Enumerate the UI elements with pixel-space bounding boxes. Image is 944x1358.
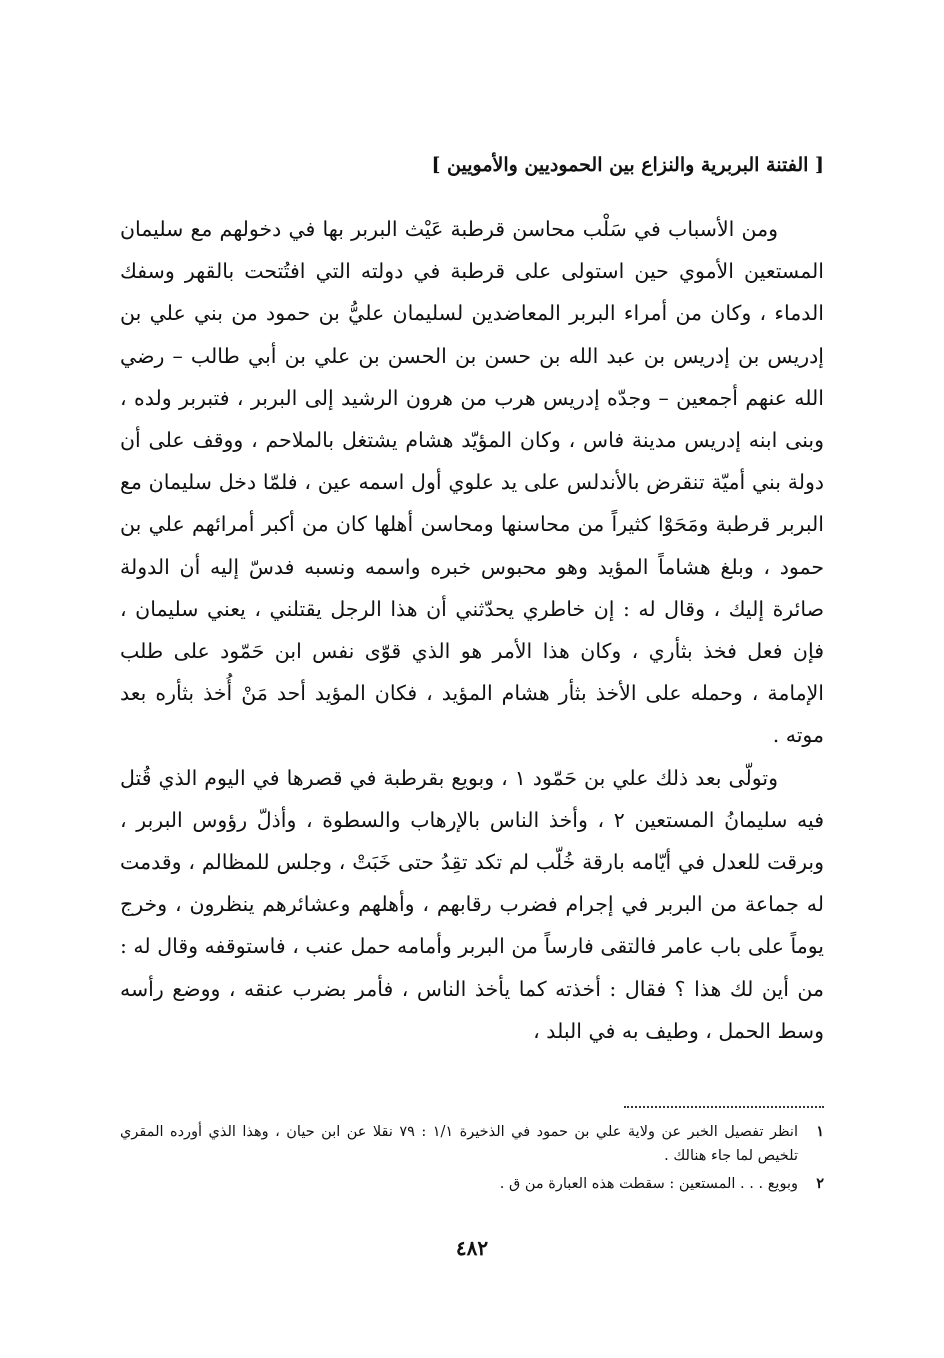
footnote-divider <box>624 1106 824 1108</box>
body-paragraph-2: وتولّى بعد ذلك علي بن حَمّود ١ ، وبويع بقرطبة في قصرها في اليوم الذي قُتل فيه سليمانُ المستعين ٢ ، وأخذ الناس بالإرهاب والسطوة ، وأذلّ رؤوس البربر ، وبرقت للعدل في أيّامه بارقة خُلّب لم تكد تقِدُ حتى خَبَتْ ، وجلس للمظالم ، وقدمت له جماعة من البربر في إجرام فضرب رقابهم ، وأهلهم وعشائرهم ينظرون ، وخرج يوماً على باب عامر فالتقى فارساً من البربر وأمامه حمل عنب ، فاستوقفه وقال له : من أين لك هذا ؟ فقال : أخذته كما يأخذ الناس ، فأمر بضرب عنقه ، ووضع رأسه وسط الحمل ، وطيف به في البلد ، <box>120 765 824 1043</box>
body-paragraph-1: ومن الأسباب في سَلْب محاسن قرطبة عَيْث البربر بها في دخولهم مع سليمان المستعين الأموي حين استولى على قرطبة في دولته التي افتُتحت بالقهر وسفك الدماء ، وكان من أمراء البربر المعاضدين لسليمان عليُّ بن حمود من بني علي بن إدريس بن إدريس بن عبد الله بن حسن بن الحسن بن علي بن أبي طالب – رضي الله عنهم أجمعين – وجدّه إدريس هرب من هرون الرشيد إلى البربر ، فتبربر ولده ، وبنى ابنه إدريس مدينة فاس ، وكان المؤيّد هشام يشتغل بالملاحم ، ووقف على أن دولة بني أميّة تنقرض بالأندلس على يد علوي أول اسمه عين ، فلمّا دخل سليمان مع البربر قرطبة ومَحَوْا كثيراً من محاسنها ومحاسن أهلها كان من أكبر أمرائهم علي بن حمود ، وبلغ هشاماً المؤيد وهو محبوس خبره واسمه ونسبه فدسّ إليه أن الدولة صائرة إليك ، وقال له : إن خاطري يحدّثني أن هذا الرجل يقتلني ، يعني سليمان ، فإن فعل فخذ بثأري ، وكان هذا الأمر هو الذي قوّى نفس ابن حَمّود على طلب الإمامة ، وحمله على الأخذ بثأر هشام المؤيد ، فكان المؤيد أحد مَنْ أُخذ بثأره بعد موته . <box>120 217 824 748</box>
footnote-1 <box>120 1120 824 1168</box>
footnote-text: وبويع . . . المستعين : سقطت هذه العبارة من ق . <box>499 1176 798 1192</box>
page-number: ٤٨٢ <box>455 1236 489 1260</box>
running-header-title: [ الفتنة البربرية والنزاع بين الحموديين والأمويين ] <box>431 154 824 176</box>
footnote-number: ٢ <box>816 1175 824 1192</box>
footnotes-block <box>120 1120 824 1200</box>
footnote-number: ١ <box>816 1123 824 1140</box>
footnote-2 <box>120 1172 824 1196</box>
main-text-block <box>120 208 824 1052</box>
footnote-text: انظر تفصيل الخبر عن ولاية علي بن حمود في الذخيرة ١/١ : ٧٩ نقلا عن ابن حيان ، وهذا الذي أورده المقري تلخيص لما جاء هنالك . <box>120 1124 798 1164</box>
